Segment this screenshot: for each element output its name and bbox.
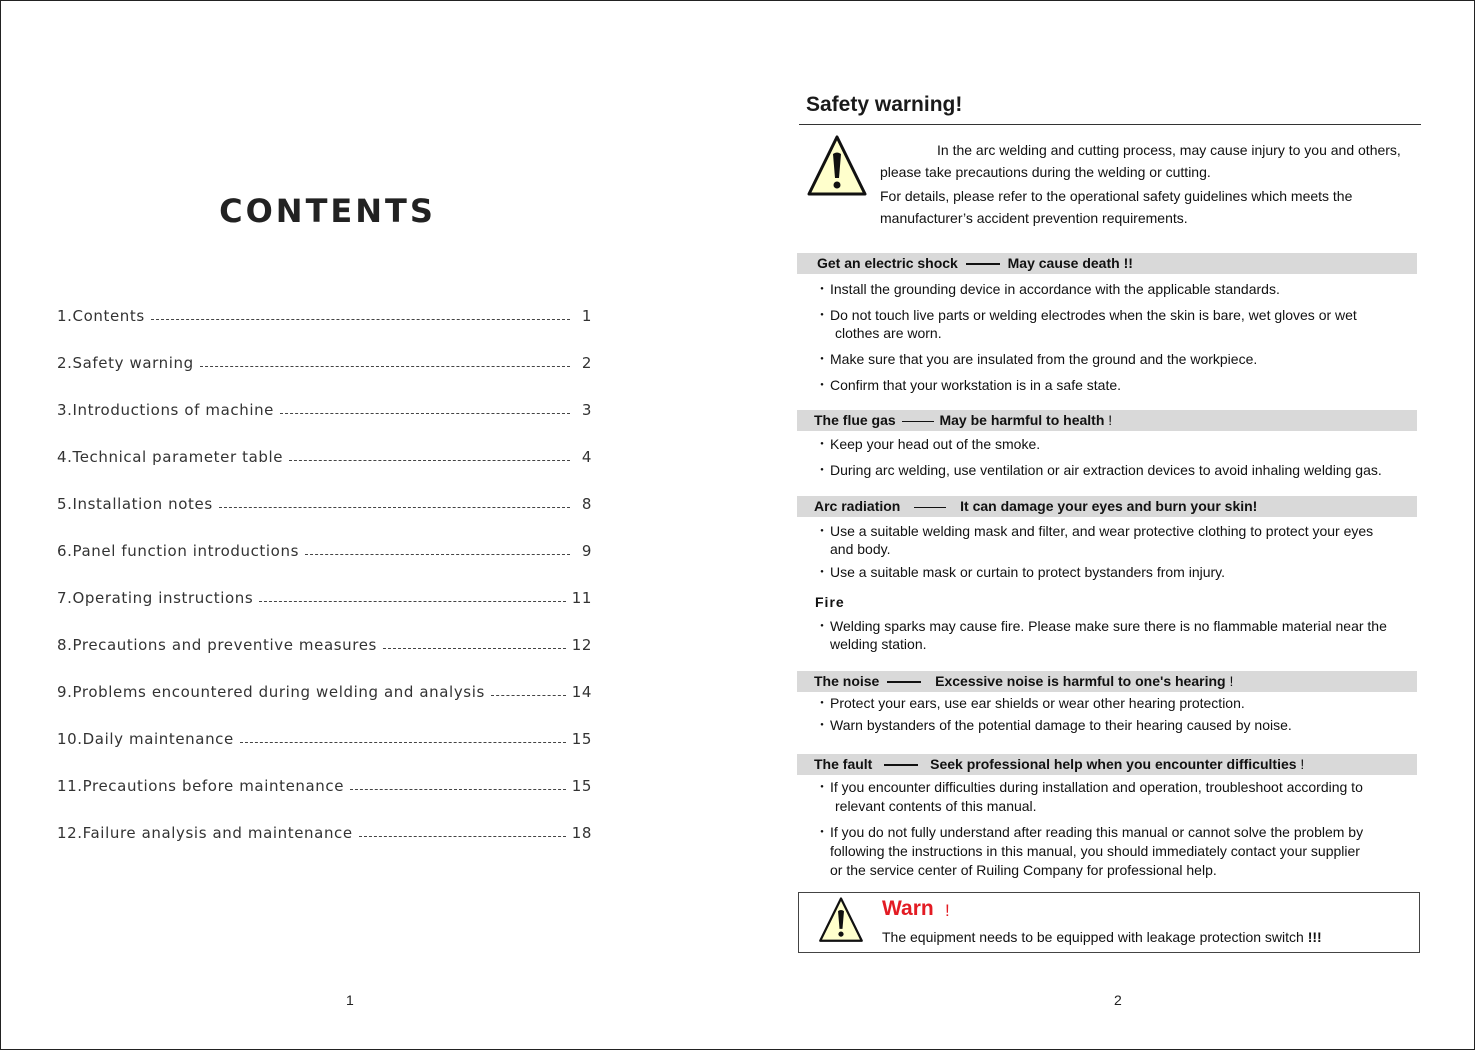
bullet: ・ (815, 779, 829, 795)
section-head-fire: Fire (815, 594, 845, 610)
toc-page-number: 3 (581, 401, 592, 419)
toc-entry (57, 748, 592, 795)
title-rule (799, 124, 1421, 125)
toc-leader (280, 412, 570, 414)
toc-entry (57, 654, 592, 701)
bullet: ・ (815, 281, 829, 297)
dash-separator (966, 263, 1000, 265)
section-head: The flue gas (814, 412, 896, 428)
section-tail: May be harmful to health (939, 412, 1105, 428)
page-number-right: 2 (1114, 992, 1122, 1008)
section-bar-arc-radiation (797, 496, 1417, 517)
list-item: ・Keep your head out of the smoke. (815, 436, 1041, 452)
toc-label: 7.Operating instructions (57, 589, 254, 607)
toc-page-number: 12 (571, 636, 592, 654)
list-item-continued: or the service center of Ruiling Company for professional help. (830, 862, 1217, 878)
warn-text: The equipment needs to be equipped with leakage protection switch !!! (882, 929, 1322, 945)
toc-entry (57, 466, 592, 513)
toc-leader (151, 318, 570, 320)
bullet: ・ (815, 351, 829, 367)
toc-leader (491, 694, 566, 696)
safety-warning-title: Safety warning! (806, 93, 963, 116)
page-number-left: 1 (346, 992, 354, 1008)
dash-separator (887, 681, 921, 683)
list-item: ・Confirm that your workstation is in a safe state. (815, 377, 1122, 393)
toc-entry (57, 701, 592, 748)
toc-page-number: 8 (581, 495, 592, 513)
toc-label: 12.Failure analysis and maintenance (57, 824, 353, 842)
section-tail: Seek professional help when you encounter difficulties (930, 756, 1297, 772)
toc-leader (259, 600, 565, 602)
toc-leader (305, 553, 570, 555)
toc-label: 8.Precautions and preventive measures (57, 636, 377, 654)
toc-leader (289, 459, 570, 461)
list-item: ・Use a suitable welding mask and filter, and wear protective clothing to protect your eyes (815, 523, 1374, 539)
toc-label: 4.Technical parameter table (57, 448, 284, 466)
toc-page-number: 18 (571, 824, 592, 842)
toc-entry (57, 419, 592, 466)
bullet: ・ (815, 523, 829, 539)
intro-text (880, 139, 1420, 229)
toc-leader (219, 506, 570, 508)
toc-label: 10.Daily maintenance (57, 730, 234, 748)
intro-line: manufacturer’s accident prevention requirements. (880, 210, 1188, 226)
toc-page-number: 9 (581, 542, 592, 560)
toc-page-number: 2 (581, 354, 592, 372)
toc-page-number: 1 (581, 307, 592, 325)
section-tail: It can damage your eyes and burn your skin! (960, 498, 1258, 514)
list-item: ・Do not touch live parts or welding electrodes when the skin is bare, wet gloves or wet (815, 307, 1357, 323)
section-bar-fault: The fault Seek professional help when you encounter difficulties ! (797, 754, 1417, 775)
toc-leader (200, 365, 570, 367)
toc-label: 1.Contents (57, 307, 145, 325)
toc-entry (57, 372, 592, 419)
list-item: ・Make sure that you are insulated from the ground and the workpiece. (815, 351, 1258, 367)
warning-triangle-icon (818, 895, 864, 945)
toc-entry (57, 325, 592, 372)
toc-label: 5.Installation notes (57, 495, 213, 513)
intro-line: please take precautions during the welding or cutting. (880, 164, 1211, 180)
warn-exclamation: ! (945, 901, 950, 920)
toc-label: 9.Problems encountered during welding and analysis (57, 683, 485, 701)
intro-line: For details, please refer to the operational safety guidelines which meets the (880, 188, 1353, 204)
warning-triangle-icon (806, 134, 868, 198)
toc-leader (383, 647, 566, 649)
bullet: ・ (815, 695, 829, 711)
bullet: ・ (815, 564, 829, 580)
dash-separator (902, 421, 934, 422)
section-tail: May cause death !! (1007, 255, 1133, 271)
section-bar-noise: The noise Excessive noise is harmful to one's hearing ! (797, 671, 1417, 692)
bullet: ・ (815, 824, 829, 840)
toc-entry (57, 513, 592, 560)
toc-entry (57, 560, 592, 607)
list-item: ・Warn bystanders of the potential damage to their hearing caused by noise. (815, 717, 1292, 733)
contents-title: CONTENTS (219, 192, 436, 230)
section-head: Arc radiation (814, 498, 901, 514)
toc-entry (57, 278, 592, 325)
table-of-contents (57, 278, 592, 842)
list-item-continued: clothes are worn. (835, 325, 942, 341)
toc-page-number: 11 (571, 589, 592, 607)
toc-entry (57, 795, 592, 842)
list-item: ・If you do not fully understand after reading this manual or cannot solve the problem by (815, 824, 1364, 840)
toc-label: 2.Safety warning (57, 354, 194, 372)
section-head: The noise (814, 673, 880, 689)
dash-separator (884, 764, 918, 766)
toc-label: 3.Introductions of machine (57, 401, 275, 419)
list-item-continued: and body. (830, 541, 891, 557)
list-item-continued: following the instructions in this manual, you should immediately contact your supplier (830, 843, 1360, 859)
toc-leader (240, 741, 566, 743)
list-item: ・Welding sparks may cause fire. Please make sure there is no flammable material near the (815, 618, 1387, 634)
bullet: ・ (815, 462, 829, 478)
list-item: ・Install the grounding device in accordance with the applicable standards. (815, 281, 1280, 297)
list-item: ・If you encounter difficulties during installation and operation, troubleshoot according to (815, 779, 1363, 795)
toc-page-number: 4 (581, 448, 592, 466)
toc-page-number: 15 (571, 730, 592, 748)
warn-heading: Warn (882, 897, 934, 920)
list-item: ・Protect your ears, use ear shields or wear other hearing protection. (815, 695, 1245, 711)
bullet: ・ (815, 717, 829, 733)
list-item: ・During arc welding, use ventilation or air extraction devices to avoid inhaling welding gas. (815, 462, 1382, 478)
intro-line: In the arc welding and cutting process, may cause injury to you and others, (937, 142, 1401, 158)
list-item: ・Use a suitable mask or curtain to protect bystanders from injury. (815, 564, 1226, 580)
toc-label: 11.Precautions before maintenance (57, 777, 345, 795)
bullet: ・ (815, 377, 829, 393)
section-tail: Excessive noise is harmful to one's hearing (935, 673, 1226, 689)
section-head: Get an electric shock (817, 255, 958, 271)
toc-leader (350, 788, 566, 790)
bullet: ・ (815, 307, 829, 323)
toc-leader (359, 835, 566, 837)
bullet: ・ (815, 618, 829, 634)
list-item-continued: relevant contents of this manual. (835, 798, 1037, 814)
list-item-continued: welding station. (830, 636, 927, 652)
toc-page-number: 15 (571, 777, 592, 795)
section-bar-flue-gas: The flue gas May be harmful to health ! (797, 410, 1417, 431)
bullet: ・ (815, 436, 829, 452)
toc-label: 6.Panel function introductions (57, 542, 299, 560)
toc-page-number: 14 (571, 683, 592, 701)
dash-separator (914, 507, 946, 508)
section-head: The fault (814, 756, 873, 772)
section-bar-electric-shock (797, 253, 1417, 274)
toc-entry (57, 607, 592, 654)
